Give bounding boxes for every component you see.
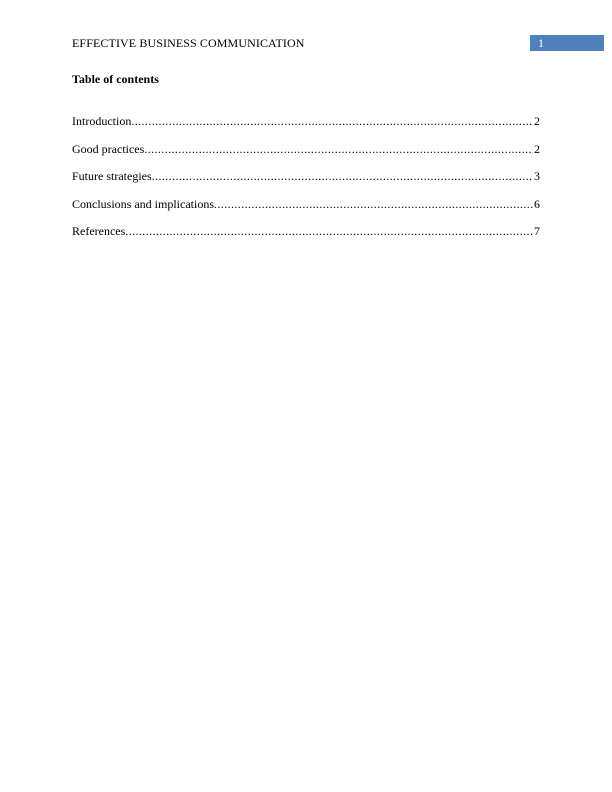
toc-entry-title: Introduction: [72, 114, 132, 128]
toc-entry-page: 2: [534, 114, 540, 128]
page-number: 1: [538, 36, 544, 50]
toc-entry-title: Conclusions and implications: [72, 196, 214, 211]
toc-entry-introduction[interactable]: [72, 114, 540, 128]
toc-entry-page: 6: [534, 196, 540, 211]
toc-entry-good-practices[interactable]: [72, 142, 540, 156]
toc-dot-leader: [125, 224, 533, 238]
page-number-badge: [530, 35, 604, 51]
toc-entry-title: Good practices: [72, 141, 145, 156]
toc-entry-references[interactable]: [72, 224, 540, 238]
toc-entry-conclusions[interactable]: [72, 197, 540, 211]
running-header-title: EFFECTIVE BUSINESS COMMUNICATION: [72, 36, 305, 50]
toc-entry-page: 3: [534, 169, 540, 184]
toc-list: [72, 114, 540, 252]
toc-entry-page: 7: [534, 224, 540, 239]
toc-dot-leader: [144, 142, 533, 156]
toc-entry-page: 2: [534, 141, 540, 156]
toc-heading: Table of contents: [72, 72, 159, 86]
toc-entry-title: Future strategies: [72, 169, 152, 184]
toc-dot-leader: [152, 169, 533, 183]
toc-dot-leader: [214, 197, 533, 211]
toc-entry-title: References: [72, 224, 126, 239]
toc-dot-leader: [131, 114, 533, 128]
toc-entry-future-strategies[interactable]: [72, 169, 540, 183]
